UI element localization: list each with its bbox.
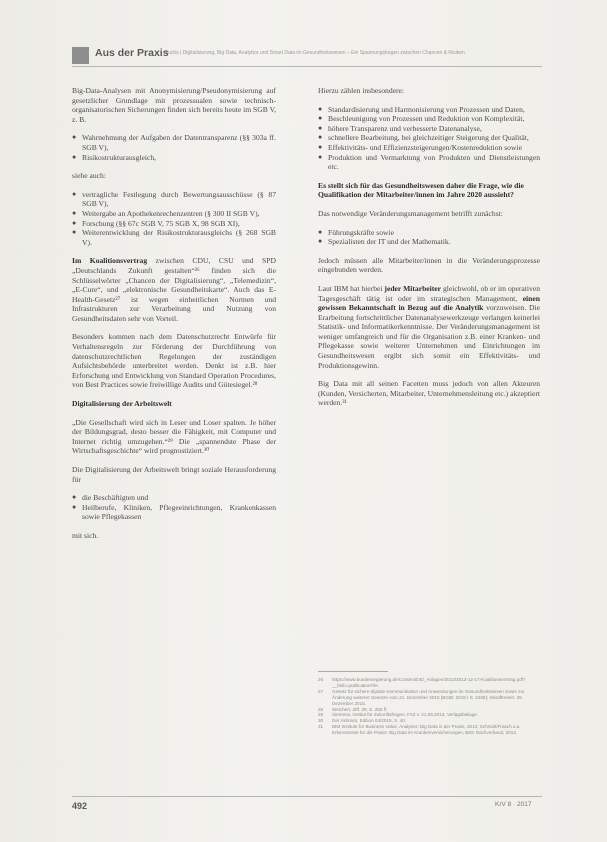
paragraph: Hierzu zählen insbesondere: (318, 86, 405, 95)
paragraph: siehe auch: (72, 171, 106, 181)
paragraph: Im Koalitionsvertrag zwischen CDU, CSU und SPD „Deutschlands Zukunft gestalten“²⁶ finden sich die Schlüsselwörter „Chancen der Digitalisierung“, „Telemedizin“, „E-Cure“, und „elektronische Gesundheitskarte“. Auch das E-Health-Gesetz²⁷ ist wegen einheitlichen Normen und Infrastrukturen zur Verarbeitung und Nutzung von Gesundheitsdaten sehr von Vorteil. (72, 256, 276, 323)
question-heading: Es stellt sich für das Gesundheitswesen daher die Frage, wie die Qualifikation der Mitarbeiter/innen im Jahre 2020 aussieht? (318, 180, 524, 200)
footnote: 29 Siemens, Institut für Zukunftsfragen, FAZ v. 21.06.2013, Verlagsbeilage. (318, 712, 479, 718)
footnotes (318, 677, 540, 736)
list-item: ● Effektivitäts- und Effizienzsteigerungen/Kostenreduktion sowie (318, 142, 522, 152)
bullet-icon: ● (318, 104, 323, 113)
bullet-list (318, 228, 540, 247)
section-heading: Digitalisierung der Arbeitswelt (72, 399, 172, 409)
bullet-icon: ● (318, 133, 323, 142)
paragraph: Jedoch müssen alle Mitarbeiter/innen in die Veränderungsprozesse eingebunden werden. (318, 255, 540, 275)
footnote: 27 Gesetz für sichere digitale Kommunikation und Anwendungen im Gesundheitswesen sowie zur Änderung weiterer Gesetze vom 21. Dezember 2015 (BGBl. 2015 I S. 2408); Inkrafttreten: 29. Dezember 2015. (318, 688, 525, 706)
bullet-list (72, 190, 276, 248)
bullet-icon: ● (72, 133, 77, 142)
bullet-icon: ● (318, 227, 323, 236)
footnote: 28 Weichert, Ziff. 29, S. 255 ff. (318, 706, 388, 712)
footnote: 30 Der Aktionär, Edition 04/2015, S. 40. (318, 718, 407, 724)
list-item: ● Führungskräfte sowie (318, 227, 395, 237)
right-column (318, 86, 540, 417)
paragraph: Big Data mit all seinen Facetten muss jedoch von allen Akteuren (Kunden, Versicherten, Mitarbeiter, Unternehmensleitung etc.) akzeptiert werden.³¹ (318, 379, 541, 408)
bullet-icon: ● (72, 189, 77, 198)
list-item: ● Spezialisten der IT und der Mathematik. (318, 237, 451, 247)
bullet-icon: ● (72, 218, 77, 227)
left-column (72, 86, 276, 550)
list-item: ● Produktion und Vermarktung von Produkten und Dienstleistungen etc. (318, 152, 540, 172)
journal-reference: KrV 8 · 2017 (495, 801, 532, 808)
paragraph: mit sich. (72, 530, 99, 540)
list-item: ● Beschleunigung von Prozessen und Reduktion von Komplexität, (318, 114, 525, 124)
running-header: Fuchs | Digitalisierung, Big Data, Analytics und Smart Data im Gesundheitswesen – Ein Spannungsbogen zwischen Chancen & Risiken (165, 49, 465, 56)
bullet-icon: ● (72, 502, 77, 511)
list-item: ● schnellere Bearbeitung, bei gleichzeitiger Steigerung der Qualität, (318, 133, 529, 143)
bullet-list (318, 105, 540, 172)
header-marker (72, 47, 89, 64)
bullet-list (72, 133, 276, 162)
footer-rule (72, 796, 542, 797)
list-item: ● höhere Transparenz und verbesserte Datenanalyse, (318, 123, 482, 133)
list-item: ● Risikostrukturausgleich, (72, 152, 157, 162)
bullet-list (72, 493, 276, 522)
bullet-icon: ● (72, 152, 77, 161)
footnote: 31 IBM Institute for Business Value, Analytics: Big Data in der Praxis, 2013; Schmidt/Frasch u.a. Erkenntnisse für die Praxis: Big Data im Krankenversicherungen, BKK Dachverband, 2013. (318, 724, 521, 736)
footnote-rule (318, 671, 388, 672)
list-item: ● Forschung (§§ 67c SGB V, 75 SGB X, 98 SGB XI), (72, 218, 240, 228)
list-item: ● Weitergabe an Apothekenrechenzentren (§ 300 II SGB V), (72, 208, 260, 218)
list-item: ● Standardisierung und Harmonisierung von Prozessen und Daten, (318, 104, 525, 114)
bullet-icon: ● (318, 123, 323, 132)
quote-paragraph: „Die Gesellschaft wird sich in Leser und Loser spalten. Je höher der Bildungsgrad, desto besser die Fähigkeit, mit Computer und Internet richtig umzugehen.“²⁹ Die „spannendste Phase der Wirtschaftsgeschichte“ wird prognostiziert.³⁰ (72, 417, 276, 456)
paragraph: Big-Data-Analysen mit Anonymisierung/Pseudonymisierung auf gesetzlicher Grundlage mit prozessualen sowie technisch-organisatorischen Sicherungen finden sich bereits heute im SGB V, z. B. (72, 86, 276, 124)
paragraph: Die Digitalisierung der Arbeitswelt bringt soziale Herausforderung für (72, 465, 276, 484)
list-item: ● Weiterentwicklung der Risikostrukturausgleichs (§ 268 SGB V). (72, 228, 276, 247)
bullet-icon: ● (318, 114, 323, 123)
paragraph: Das notwendige Veränderungsmanagement betrifft zunächst: (318, 208, 503, 218)
paragraph: Besonders kommen nach dem Datenschutzrecht Entwürfe für Verhaltensregeln zur Förderung der Durchführung von datenschutzrechtlichen Regelungen der zuständigen Aufsichtsbehörde unterbreitet werden. Denkt ist z.B. hier Erforschung und Entwicklung von Standard Operation Procedures, von Best Practices sowie freiwillige Audits und Gütesiegel.²⁸ (72, 332, 276, 390)
list-item: ● Wahrnehmung der Aufgaben der Datentransparenz (§§ 303a ff. SGB V), (72, 133, 276, 152)
list-item: ● Heilberufe, Kliniken, Pflegeeinrichtungen, Krankenkassen sowie Pflegekassen (72, 502, 276, 522)
section-title: Aus der Praxis (95, 47, 169, 59)
page-number: 492 (72, 801, 88, 811)
bullet-icon: ● (318, 237, 323, 246)
list-item: ● vertragliche Festlegung durch Bewertungsausschüsse (§ 87 SGB V), (72, 189, 276, 209)
bullet-icon: ● (72, 228, 77, 237)
list-item: ● die Beschäftigten und (72, 493, 149, 503)
footnote: 26 https://www.bundesregierung.de/Content/DE/_Anlagen/2013/2013-12-17-Koalitionsvertrag.pdf?__blob=publicationFile. (318, 677, 526, 688)
bullet-icon: ● (318, 152, 323, 161)
bullet-icon: ● (318, 142, 323, 151)
bullet-icon: ● (72, 208, 77, 217)
paragraph: Laut IBM hat hierbei jeder Mitarbeiter gleichwohl, ob er im operativen Tagesgeschäft tätig ist oder im strategischen Management, einen gewissen Bekanntschaft in Bezug auf die Analytik vorzuweisen. Die Erarbeitung fortschrittlicher Datenanalysewerkzeuge verlangen keinerlei Statistik- und Informatikerkenntnisse. Der Veränderungsmanagement ist weniger umfangreich und für die Organisation z.B. einer Kranken- und Pflegekasse sowie weiterer Unternehmen und Einrichtungen im Gesundheitswesen ergibt sich somit ein Effektivitäts- und Produktionsgewinn. (318, 283, 540, 370)
bullet-icon: ● (72, 493, 77, 502)
header-rule (72, 66, 542, 67)
